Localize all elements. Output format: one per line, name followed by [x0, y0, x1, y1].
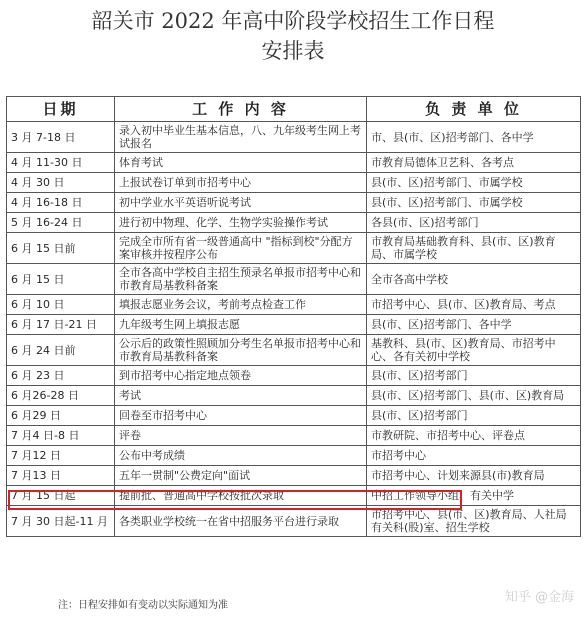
- cell-unit: 市招考中心: [367, 446, 581, 466]
- cell-work: 进行初中物理、化学、生物学实验操作考试: [115, 213, 367, 233]
- cell-date: 7 月 30 日起-11 月: [7, 506, 115, 537]
- table-row: [7, 506, 581, 537]
- title-line-2: 安排表: [261, 39, 325, 63]
- cell-work: 到市招考中心指定地点领卷: [115, 366, 367, 386]
- cell-date: 6 月 17 日-21 日: [7, 315, 115, 335]
- cell-unit: 县(市、区)招考部门: [367, 406, 581, 426]
- watermark: 知乎 @金海: [504, 590, 574, 605]
- table-row: [7, 264, 581, 295]
- header-unit: 负 责 单 位: [367, 97, 581, 122]
- cell-work: 公布中考成绩: [115, 446, 367, 466]
- schedule-table: [6, 96, 581, 537]
- table-row: [7, 173, 581, 193]
- header-date: 日期: [7, 97, 115, 122]
- cell-date: 6 月 15 日: [7, 264, 115, 295]
- cell-work: 评卷: [115, 426, 367, 446]
- cell-date: 7 月 15 日起: [7, 486, 115, 506]
- cell-unit: 市招考中心、计划来源县(市)教育局: [367, 466, 581, 486]
- cell-unit: 市招考中心、县(市、区)教育局、考点: [367, 295, 581, 315]
- table-row: [7, 315, 581, 335]
- footnote: 注：日程安排如有变动以实际通知为准: [58, 600, 228, 611]
- cell-date: 6 月 15 日前: [7, 233, 115, 264]
- table-row: [7, 406, 581, 426]
- cell-date: 6 月 24 日前: [7, 335, 115, 366]
- table-header-row: [7, 97, 581, 122]
- cell-unit: 基教科、县(市、区)教育局、市招考中心、各有关初中学校: [367, 335, 581, 366]
- cell-unit: 市教育局德体卫艺科、各考点: [367, 153, 581, 173]
- table-row: [7, 386, 581, 406]
- cell-work: 回卷至市招考中心: [115, 406, 367, 426]
- cell-unit: 县(市、区)招考部门、县(市、区)教育局: [367, 386, 581, 406]
- cell-work: 公示后的政策性照顾加分考生名单报市招考中心和市教育局基教科备案: [115, 335, 367, 366]
- cell-date: 5 月 16-24 日: [7, 213, 115, 233]
- cell-unit: 县(市、区)招考部门: [367, 366, 581, 386]
- header-work: 工 作 内 容: [115, 97, 367, 122]
- cell-unit: 市教研院、市招考中心、评卷点: [367, 426, 581, 446]
- cell-date: 6 月29 日: [7, 406, 115, 426]
- cell-unit: 县(市、区)招考部门、各中学: [367, 315, 581, 335]
- table-row: [7, 426, 581, 446]
- highlight-box: [8, 490, 462, 510]
- cell-work: 填报志愿业务会议，考前考点检查工作: [115, 295, 367, 315]
- cell-work: 体育考试: [115, 153, 367, 173]
- cell-unit: 市教育局基础教育科、县(市、区)教育局、市属学校: [367, 233, 581, 264]
- table-row: [7, 466, 581, 486]
- table-row: [7, 213, 581, 233]
- cell-date: 4 月 30 日: [7, 173, 115, 193]
- cell-unit: 各县(市、区)招考部门: [367, 213, 581, 233]
- table-row: [7, 335, 581, 366]
- cell-date: 6 月26-28 日: [7, 386, 115, 406]
- cell-work: 上报试卷订单到市招考中心: [115, 173, 367, 193]
- cell-date: 6 月 10 日: [7, 295, 115, 315]
- cell-unit: 全市各高中学校: [367, 264, 581, 295]
- cell-work: 各类职业学校统一在省中招服务平台进行录取: [115, 506, 367, 537]
- table-row: [7, 295, 581, 315]
- cell-date: 4 月 16-18 日: [7, 193, 115, 213]
- table-row: [7, 122, 581, 153]
- table-row: [7, 366, 581, 386]
- cell-work: 考试: [115, 386, 367, 406]
- cell-date: 6 月 23 日: [7, 366, 115, 386]
- cell-date: 4 月 11-30 日: [7, 153, 115, 173]
- title-line-1: 韶关市 2022 年高中阶段学校招生工作日程: [91, 9, 495, 33]
- cell-unit: 市、县(市、区)招考部门、各中学: [367, 122, 581, 153]
- cell-work: 初中学业水平英语听说考试: [115, 193, 367, 213]
- cell-work: 提前批、普通高中学校按批次录取: [115, 486, 367, 506]
- cell-unit: 中招工作领导小组、有关中学: [367, 486, 581, 506]
- cell-date: 7 月4 日-8 日: [7, 426, 115, 446]
- cell-work: 九年级考生网上填报志愿: [115, 315, 367, 335]
- cell-work: 完成全市所有省一级普通高中 "指标到校"分配方案审核并按程序公布: [115, 233, 367, 264]
- document-title: [0, 6, 586, 66]
- cell-date: 7 月13 日: [7, 466, 115, 486]
- cell-work: 全市各高中学校自主招生预录名单报市招考中心和市教育局基教科备案: [115, 264, 367, 295]
- table-row: [7, 233, 581, 264]
- cell-date: 7 月12 日: [7, 446, 115, 466]
- table-row-highlighted: [7, 446, 581, 466]
- table-row: [7, 153, 581, 173]
- cell-date: 3 月 7-18 日: [7, 122, 115, 153]
- table-row: [7, 193, 581, 213]
- cell-work: 五年一贯制"公费定向"面试: [115, 466, 367, 486]
- cell-unit: 县(市、区)招考部门、市属学校: [367, 173, 581, 193]
- cell-work: 录入初中毕业生基本信息，八、九年级考生网上考试报名: [115, 122, 367, 153]
- cell-unit: 县(市、区)招考部门、市属学校: [367, 193, 581, 213]
- cell-unit: 市招考中心、县(市、区)教育局、人社局有关科(股)室、招生学校: [367, 506, 581, 537]
